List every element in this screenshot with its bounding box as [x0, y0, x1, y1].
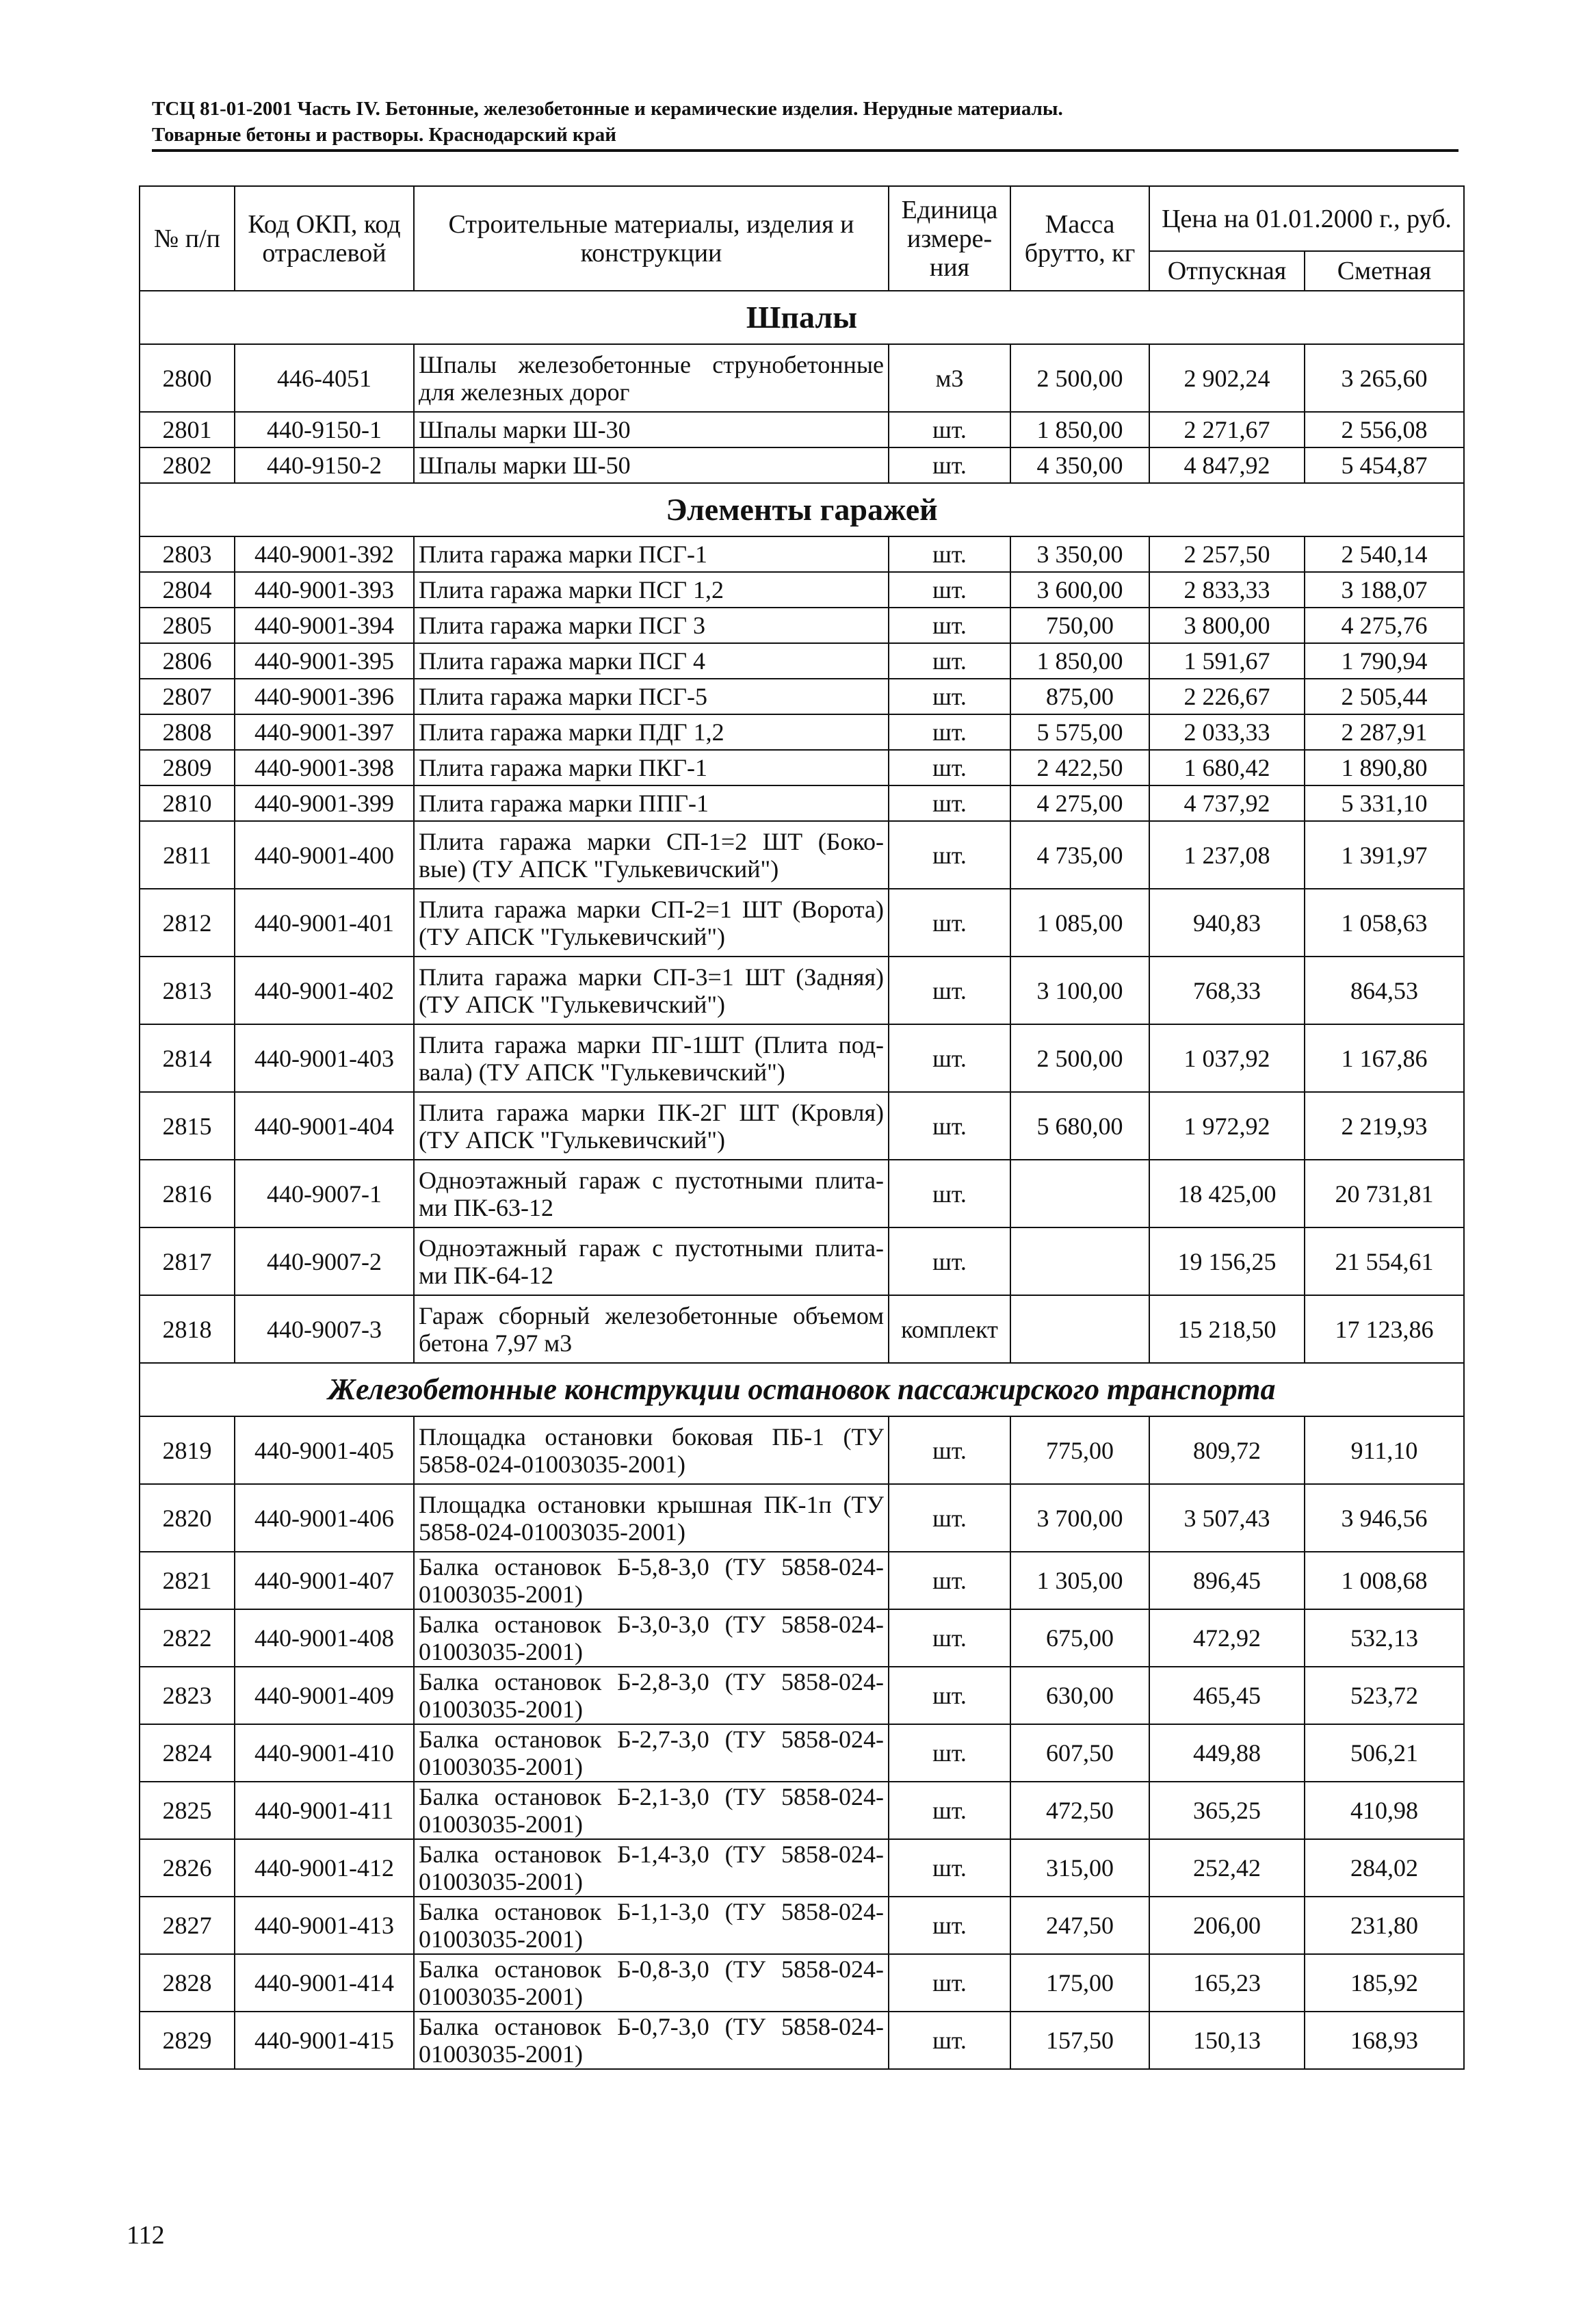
table-row [140, 2012, 1464, 2069]
row-unit: шт. [889, 1227, 1010, 1295]
row-mass: 157,50 [1010, 2012, 1149, 2069]
row-price-release: 18 425,00 [1149, 1160, 1305, 1227]
row-name: Балка остановок Б-1,4-3,0 (ТУ 5858-024-01003035-2001) [414, 1839, 889, 1897]
row-number: 2817 [140, 1227, 235, 1295]
row-unit: шт. [889, 1092, 1010, 1160]
row-unit: шт. [889, 572, 1010, 608]
row-mass: 2 422,50 [1010, 750, 1149, 785]
column-header-price-release: Отпускная [1149, 251, 1305, 291]
row-price-release: 4 847,92 [1149, 447, 1305, 483]
row-name: Гараж сборный железобетонные объемом бетона 7,97 м3 [414, 1295, 889, 1363]
table-row [140, 608, 1464, 643]
row-price-estimate: 523,72 [1305, 1667, 1464, 1724]
row-price-estimate: 2 287,91 [1305, 714, 1464, 750]
row-mass: 1 850,00 [1010, 412, 1149, 447]
table-row [140, 572, 1464, 608]
row-code: 440-9001-406 [235, 1484, 414, 1552]
row-mass: 3 700,00 [1010, 1484, 1149, 1552]
row-number: 2809 [140, 750, 235, 785]
row-mass: 247,50 [1010, 1897, 1149, 1954]
row-price-estimate: 506,21 [1305, 1724, 1464, 1782]
row-code: 440-9150-1 [235, 412, 414, 447]
row-price-estimate: 1 058,63 [1305, 889, 1464, 957]
column-header-price-estimate: Сметная [1305, 251, 1464, 291]
row-mass: 4 350,00 [1010, 447, 1149, 483]
row-mass: 3 100,00 [1010, 957, 1149, 1024]
table-row [140, 957, 1464, 1024]
row-price-estimate: 3 265,60 [1305, 344, 1464, 412]
row-unit: шт. [889, 2012, 1010, 2069]
row-price-release: 15 218,50 [1149, 1295, 1305, 1363]
row-number: 2818 [140, 1295, 235, 1363]
row-price-estimate: 5 331,10 [1305, 785, 1464, 821]
row-price-estimate: 3 946,56 [1305, 1484, 1464, 1552]
row-mass: 5 680,00 [1010, 1092, 1149, 1160]
row-price-release: 19 156,25 [1149, 1227, 1305, 1295]
row-unit: шт. [889, 1782, 1010, 1839]
row-price-estimate: 1 790,94 [1305, 643, 1464, 679]
table-row [140, 1609, 1464, 1667]
row-mass: 2 500,00 [1010, 1024, 1149, 1092]
row-number: 2828 [140, 1954, 235, 2012]
document-header [152, 96, 1458, 152]
row-unit: шт. [889, 714, 1010, 750]
table-row [140, 1724, 1464, 1782]
row-name: Площадка остановки боковая ПБ-1 (ТУ 5858-024-01003035-2001) [414, 1416, 889, 1484]
row-number: 2803 [140, 536, 235, 572]
table-row [140, 1295, 1464, 1363]
row-price-estimate: 2 505,44 [1305, 679, 1464, 714]
section-row [140, 1363, 1464, 1416]
row-unit: шт. [889, 821, 1010, 889]
row-mass: 675,00 [1010, 1609, 1149, 1667]
row-number: 2813 [140, 957, 235, 1024]
row-price-release: 150,13 [1149, 2012, 1305, 2069]
section-title: Железобетонные конструкции остановок пассажирского транспорта [140, 1363, 1464, 1416]
section-title: Элементы гаражей [140, 483, 1464, 536]
row-price-estimate: 2 556,08 [1305, 412, 1464, 447]
row-mass: 775,00 [1010, 1416, 1149, 1484]
row-name: Одноэтажный гараж с пустотными плита-ми ПК-64-12 [414, 1227, 889, 1295]
row-mass: 3 350,00 [1010, 536, 1149, 572]
row-price-estimate: 3 188,07 [1305, 572, 1464, 608]
row-price-release: 896,45 [1149, 1552, 1305, 1609]
section-row [140, 291, 1464, 344]
row-number: 2812 [140, 889, 235, 957]
column-header-unit: Единица измере-ния [889, 186, 1010, 291]
row-price-estimate: 4 275,76 [1305, 608, 1464, 643]
row-code: 440-9001-412 [235, 1839, 414, 1897]
row-unit: шт. [889, 1897, 1010, 1954]
price-table [139, 185, 1465, 2070]
row-unit: шт. [889, 1724, 1010, 1782]
row-price-release: 206,00 [1149, 1897, 1305, 1954]
row-number: 2815 [140, 1092, 235, 1160]
row-price-estimate: 864,53 [1305, 957, 1464, 1024]
row-price-release: 472,92 [1149, 1609, 1305, 1667]
row-unit: шт. [889, 447, 1010, 483]
row-number: 2826 [140, 1839, 235, 1897]
row-code: 440-9001-402 [235, 957, 414, 1024]
row-unit: шт. [889, 679, 1010, 714]
table-row [140, 447, 1464, 483]
row-number: 2810 [140, 785, 235, 821]
row-price-release: 768,33 [1149, 957, 1305, 1024]
row-code: 440-9007-3 [235, 1295, 414, 1363]
table-row [140, 344, 1464, 412]
row-price-release: 1 237,08 [1149, 821, 1305, 889]
row-price-estimate: 231,80 [1305, 1897, 1464, 1954]
row-code: 440-9001-396 [235, 679, 414, 714]
row-mass: 4 275,00 [1010, 785, 1149, 821]
column-header-name: Строительные материалы, изделия и конструкции [414, 186, 889, 291]
row-price-estimate: 1 890,80 [1305, 750, 1464, 785]
row-price-release: 1 037,92 [1149, 1024, 1305, 1092]
row-mass: 175,00 [1010, 1954, 1149, 2012]
row-price-estimate: 17 123,86 [1305, 1295, 1464, 1363]
row-price-release: 2 271,67 [1149, 412, 1305, 447]
row-mass: 1 085,00 [1010, 889, 1149, 957]
row-number: 2805 [140, 608, 235, 643]
table-row [140, 889, 1464, 957]
row-price-release: 2 833,33 [1149, 572, 1305, 608]
row-mass: 5 575,00 [1010, 714, 1149, 750]
row-number: 2807 [140, 679, 235, 714]
row-price-estimate: 5 454,87 [1305, 447, 1464, 483]
row-price-release: 2 226,67 [1149, 679, 1305, 714]
row-price-release: 2 902,24 [1149, 344, 1305, 412]
table-row [140, 643, 1464, 679]
row-number: 2821 [140, 1552, 235, 1609]
row-unit: шт. [889, 412, 1010, 447]
row-number: 2816 [140, 1160, 235, 1227]
row-price-estimate: 185,92 [1305, 1954, 1464, 2012]
row-unit: шт. [889, 785, 1010, 821]
row-unit: шт. [889, 1160, 1010, 1227]
row-price-release: 4 737,92 [1149, 785, 1305, 821]
row-unit: шт. [889, 1667, 1010, 1724]
table-row [140, 536, 1464, 572]
row-mass: 315,00 [1010, 1839, 1149, 1897]
row-price-estimate: 2 540,14 [1305, 536, 1464, 572]
row-code: 440-9001-415 [235, 2012, 414, 2069]
row-number: 2806 [140, 643, 235, 679]
row-unit: шт. [889, 643, 1010, 679]
table-row [140, 821, 1464, 889]
row-code: 440-9001-405 [235, 1416, 414, 1484]
header-rule [152, 149, 1458, 152]
row-code: 440-9001-399 [235, 785, 414, 821]
table-row [140, 1667, 1464, 1724]
row-name: Плита гаража марки ПК-2Г ШТ (Кровля) (ТУ АПСК "Гулькевичский") [414, 1092, 889, 1160]
row-code: 440-9001-392 [235, 536, 414, 572]
row-price-estimate: 168,93 [1305, 2012, 1464, 2069]
row-price-estimate: 1 391,97 [1305, 821, 1464, 889]
row-price-release: 2 033,33 [1149, 714, 1305, 750]
row-mass: 472,50 [1010, 1782, 1149, 1839]
row-price-release: 365,25 [1149, 1782, 1305, 1839]
row-name: Плита гаража марки ППГ-1 [414, 785, 889, 821]
row-code: 440-9001-409 [235, 1667, 414, 1724]
row-price-release: 3 507,43 [1149, 1484, 1305, 1552]
row-price-estimate: 20 731,81 [1305, 1160, 1464, 1227]
row-number: 2827 [140, 1897, 235, 1954]
row-price-release: 449,88 [1149, 1724, 1305, 1782]
page-number: 112 [127, 2221, 165, 2250]
row-unit: комплект [889, 1295, 1010, 1363]
row-unit: шт. [889, 536, 1010, 572]
row-mass [1010, 1227, 1149, 1295]
row-name: Плита гаража марки ПДГ 1,2 [414, 714, 889, 750]
row-code: 440-9007-2 [235, 1227, 414, 1295]
column-header-price: Цена на 01.01.2000 г., руб. [1149, 186, 1464, 251]
row-number: 2822 [140, 1609, 235, 1667]
row-name: Плита гаража марки ПГ-1ШТ (Плита под-вала) (ТУ АПСК "Гулькевичский") [414, 1024, 889, 1092]
row-code: 440-9001-413 [235, 1897, 414, 1954]
row-price-release: 252,42 [1149, 1839, 1305, 1897]
section-title: Шпалы [140, 291, 1464, 344]
row-price-release: 465,45 [1149, 1667, 1305, 1724]
row-price-estimate: 21 554,61 [1305, 1227, 1464, 1295]
row-name: Балка остановок Б-0,7-3,0 (ТУ 5858-024-01003035-2001) [414, 2012, 889, 2069]
row-name: Плита гаража марки ПСГ 4 [414, 643, 889, 679]
row-number: 2808 [140, 714, 235, 750]
row-name: Балка остановок Б-3,0-3,0 (ТУ 5858-024-01003035-2001) [414, 1609, 889, 1667]
row-code: 440-9150-2 [235, 447, 414, 483]
table-row [140, 1954, 1464, 2012]
row-name: Балка остановок Б-2,8-3,0 (ТУ 5858-024-01003035-2001) [414, 1667, 889, 1724]
column-header-num: № п/п [140, 186, 235, 291]
row-name: Шпалы железобетонные струнобетонные для железных дорог [414, 344, 889, 412]
row-number: 2825 [140, 1782, 235, 1839]
row-code: 440-9001-398 [235, 750, 414, 785]
row-price-estimate: 284,02 [1305, 1839, 1464, 1897]
row-number: 2800 [140, 344, 235, 412]
row-name: Одноэтажный гараж с пустотными плита-ми ПК-63-12 [414, 1160, 889, 1227]
row-unit: шт. [889, 1839, 1010, 1897]
row-number: 2820 [140, 1484, 235, 1552]
row-mass: 1 850,00 [1010, 643, 1149, 679]
row-price-estimate: 532,13 [1305, 1609, 1464, 1667]
row-number: 2811 [140, 821, 235, 889]
row-code: 446-4051 [235, 344, 414, 412]
row-unit: шт. [889, 1484, 1010, 1552]
row-code: 440-9001-411 [235, 1782, 414, 1839]
row-name: Плита гаража марки СП-2=1 ШТ (Ворота) (ТУ АПСК "Гулькевичский") [414, 889, 889, 957]
header-title-line-2: Товарные бетоны и растворы. Краснодарский край [152, 124, 616, 146]
row-price-estimate: 1 167,86 [1305, 1024, 1464, 1092]
row-mass: 2 500,00 [1010, 344, 1149, 412]
row-mass: 4 735,00 [1010, 821, 1149, 889]
row-mass: 3 600,00 [1010, 572, 1149, 608]
table-row [140, 714, 1464, 750]
table-row [140, 1782, 1464, 1839]
row-name: Плита гаража марки ПСГ 1,2 [414, 572, 889, 608]
row-name: Балка остановок Б-1,1-3,0 (ТУ 5858-024-01003035-2001) [414, 1897, 889, 1954]
row-name: Плита гаража марки СП-1=2 ШТ (Боко-вые) (ТУ АПСК "Гулькевичский") [414, 821, 889, 889]
table-row [140, 1484, 1464, 1552]
table-row [140, 412, 1464, 447]
row-price-release: 1 591,67 [1149, 643, 1305, 679]
row-number: 2829 [140, 2012, 235, 2069]
table-row [140, 785, 1464, 821]
row-price-estimate: 2 219,93 [1305, 1092, 1464, 1160]
row-name: Балка остановок Б-0,8-3,0 (ТУ 5858-024-01003035-2001) [414, 1954, 889, 2012]
row-unit: шт. [889, 1416, 1010, 1484]
row-name: Балка остановок Б-2,1-3,0 (ТУ 5858-024-01003035-2001) [414, 1782, 889, 1839]
row-price-release: 1 680,42 [1149, 750, 1305, 785]
row-code: 440-9007-1 [235, 1160, 414, 1227]
row-number: 2802 [140, 447, 235, 483]
row-name: Балка остановок Б-2,7-3,0 (ТУ 5858-024-01003035-2001) [414, 1724, 889, 1782]
row-code: 440-9001-400 [235, 821, 414, 889]
row-name: Плита гаража марки ПКГ-1 [414, 750, 889, 785]
row-number: 2819 [140, 1416, 235, 1484]
row-number: 2814 [140, 1024, 235, 1092]
row-code: 440-9001-414 [235, 1954, 414, 2012]
row-unit: шт. [889, 1024, 1010, 1092]
table-row [140, 1092, 1464, 1160]
row-price-estimate: 410,98 [1305, 1782, 1464, 1839]
row-price-release: 809,72 [1149, 1416, 1305, 1484]
table-row [140, 750, 1464, 785]
row-name: Балка остановок Б-5,8-3,0 (ТУ 5858-024-01003035-2001) [414, 1552, 889, 1609]
row-code: 440-9001-394 [235, 608, 414, 643]
header-title-line-1: ТСЦ 81-01-2001 Часть IV. Бетонные, железобетонные и керамические изделия. Нерудные материалы. [152, 98, 1063, 120]
row-unit: шт. [889, 1609, 1010, 1667]
row-code: 440-9001-401 [235, 889, 414, 957]
row-name: Плита гаража марки ПСГ-5 [414, 679, 889, 714]
row-mass [1010, 1160, 1149, 1227]
row-unit: шт. [889, 1552, 1010, 1609]
section-row [140, 483, 1464, 536]
row-unit: шт. [889, 750, 1010, 785]
table-row [140, 1160, 1464, 1227]
row-price-release: 1 972,92 [1149, 1092, 1305, 1160]
table-row [140, 1416, 1464, 1484]
row-unit: шт. [889, 608, 1010, 643]
row-price-release: 3 800,00 [1149, 608, 1305, 643]
table-row [140, 1024, 1464, 1092]
table-row [140, 1552, 1464, 1609]
table-header [140, 186, 1464, 291]
row-number: 2801 [140, 412, 235, 447]
row-name: Площадка остановки крышная ПК-1п (ТУ 5858-024-01003035-2001) [414, 1484, 889, 1552]
row-number: 2804 [140, 572, 235, 608]
row-mass: 750,00 [1010, 608, 1149, 643]
row-name: Плита гаража марки ПСГ 3 [414, 608, 889, 643]
row-name: Плита гаража марки ПСГ-1 [414, 536, 889, 572]
row-code: 440-9001-404 [235, 1092, 414, 1160]
table-body [140, 291, 1464, 2069]
row-mass [1010, 1295, 1149, 1363]
row-mass: 607,50 [1010, 1724, 1149, 1782]
row-code: 440-9001-403 [235, 1024, 414, 1092]
table-row [140, 1897, 1464, 1954]
row-name: Плита гаража марки СП-3=1 ШТ (Задняя) (ТУ АПСК "Гулькевичский") [414, 957, 889, 1024]
row-code: 440-9001-407 [235, 1552, 414, 1609]
table-row [140, 679, 1464, 714]
row-unit: шт. [889, 1954, 1010, 2012]
row-mass: 1 305,00 [1010, 1552, 1149, 1609]
table-row [140, 1839, 1464, 1897]
row-price-release: 2 257,50 [1149, 536, 1305, 572]
row-price-release: 940,83 [1149, 889, 1305, 957]
row-name: Шпалы марки Ш-50 [414, 447, 889, 483]
row-code: 440-9001-397 [235, 714, 414, 750]
row-code: 440-9001-408 [235, 1609, 414, 1667]
row-unit: м3 [889, 344, 1010, 412]
row-mass: 630,00 [1010, 1667, 1149, 1724]
row-name: Шпалы марки Ш-30 [414, 412, 889, 447]
row-code: 440-9001-393 [235, 572, 414, 608]
row-unit: шт. [889, 957, 1010, 1024]
row-price-estimate: 911,10 [1305, 1416, 1464, 1484]
table-row [140, 1227, 1464, 1295]
column-header-code: Код ОКП, код отраслевой [235, 186, 414, 291]
row-price-release: 165,23 [1149, 1954, 1305, 2012]
row-number: 2824 [140, 1724, 235, 1782]
column-header-mass: Масса брутто, кг [1010, 186, 1149, 291]
row-mass: 875,00 [1010, 679, 1149, 714]
row-code: 440-9001-395 [235, 643, 414, 679]
row-unit: шт. [889, 889, 1010, 957]
row-price-estimate: 1 008,68 [1305, 1552, 1464, 1609]
row-code: 440-9001-410 [235, 1724, 414, 1782]
row-number: 2823 [140, 1667, 235, 1724]
